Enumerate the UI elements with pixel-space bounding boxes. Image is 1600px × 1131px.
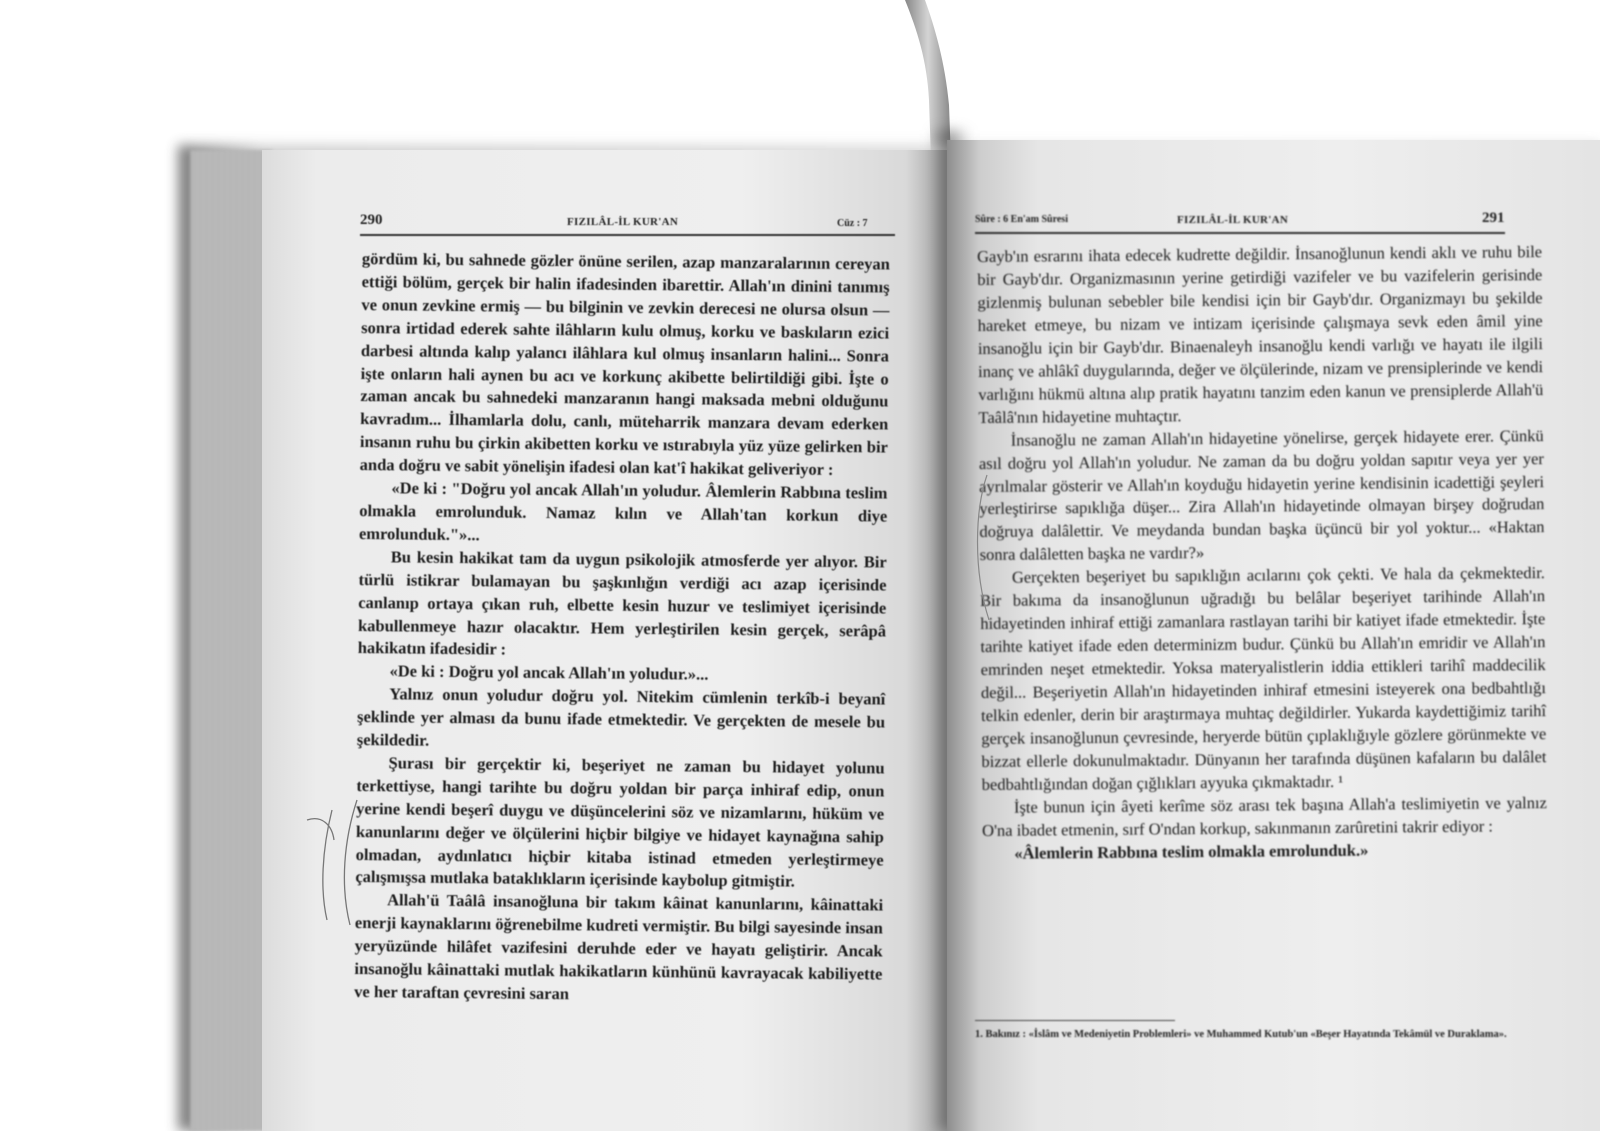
left-section-label: Cüz : 7	[837, 218, 868, 229]
left-page-paragraph: Şurası bir gerçektir ki, beşeriyet ne zaman bu hidayet yolunu terkettiyse, hangi tarihte bu doğru yoldan bir parça inhiraf edip, onun yerine kendi beşerî duygu ve düşüncelerini söz ve nizamlarını, hüküm ve kanunlarını değer ve ölçülerini hiçbir bilgiye ve hidayet kaynağına sahip olmadan, aydınlatıcı hiçbir kitaba istinad etmeden yerleştirmeye çalışmışsa mutlaka bataklıkların içerisinde kaybolup gitmiştir.	[355, 753, 885, 892]
right-page-paragraph: «Âlemlerin Rabbına teslim olmakla emrolunduk.»	[1014, 840, 1369, 863]
left-body-text	[354, 248, 890, 1009]
right-section-label: Sûre : 6 En'am Sûresi	[975, 214, 1068, 225]
pencil-margin-mark	[302, 790, 382, 930]
left-page-paragraph: «De ki : "Doğru yol ancak Allah'ın yoludur. Âlemlerin Rabbına teslim olmakla emrolunduk. Namaz kılın ve Allah'tan korkun diye emrolunduk."»...	[358, 478, 888, 545]
left-page-paragraph: Allah'ü Taâlâ insanoğluna bir takım kâinat kanunlarını, kâinattaki enerji kaynaklarını öğrenebilme kudreti vermiştir. Bu bilgi sayesinde insan yeryüzünde hilâfet vazifesini deruhde eder ve hayatı geliştirir. Ancak insanoğlu kâinattaki mutlak hakikatların künhünü kavrayacak kabiliyette ve her taraftan çevresini saran	[354, 890, 884, 1004]
footnote: 1. Bakınız : «İslâm ve Medeniyetin Problemleri» ve Muhammed Kutub'un «Beşer Hayatında Tekâmül ve Duraklama».	[975, 1029, 1507, 1040]
right-page-paragraph: Gayb'ın esrarını ihata edecek kudrette değildir. İnsanoğlunun kendi aklı ve ruhu bile bir Gayb'dır. Organizmasının yerine getirdiği vazifeler ve bu vazifelerin gerisinde gizlenmiş bulunan sebebler bile kendisi için bir Gayb'dır. Organizmayı bu şekilde hareket etmeye, bu nizam ve intizam içerisinde çalışmaya sevk eden âmil yine insanoğlu için bir Gayb'dır. Binaenaleyh insanoğlu kendi varlığı ve hayatı ile ilgili inanç ve ahlâkî duygularında, değer ve ölçülerinde, nizam ve prensiplerinde ve kendi varlığını hükmü altına alıp pratik hayatını tanzim eden kanun ve prensiplerde Allah'ü Taâlâ'nın hidayetine muhtaçtır.	[977, 242, 1544, 427]
left-page-number: 290	[360, 212, 383, 228]
left-header-rule	[360, 234, 895, 236]
right-page-paragraph: Gerçekten beşeriyet bu sapıklığın acılarını çok çekti. Ve hala da çekmektedir. Bir bakıma da insanoğlunun uğradığı bu belâlar beşeriyet tarihinde Allah'ın hidayetinden inhiraf ettiği zamanlara rastlayan tarihi bir katiyet ifade etmektedir. İşte tarihte katiyet ifade eden determinizm budur. Çünkü bu Allah'ın emridir ve Allah'ın emrinden neşet etmektedir. Yoksa materyalistlerin iddia ettikleri tarihî maddecilik değil... Beşeriyetin Allah'ın hidayetinden inhiraf etmesini isteyerek ona bedbahtlığı telkin edenler, derin bir araştırmaya muhtaç değildirler. Yukarda kaydettiğimiz tarihî gerçek insanoğlunun çevresinde, heryerde bütün çıplaklığıyle gözlere görünmekte ve bizzat ellerle dokunulmaktadır. Dünyanın her tarafında düşünen kafaların bu dalâlet bedbahtlığından doğan çığlıkları ayyuka çıkmaktadır. ¹	[980, 563, 1547, 794]
right-page-paragraph: İnsanoğlu ne zaman Allah'ın hidayetine yönelirse, gerçek hidayete erer. Çünkü asıl doğru yol Allah'ın yoludur. Ne zaman da bu doğru yoldan sapıtır veya yer yer ayrılmalar gösterir ve Allah'ın koyduğu hidayetin yerine kendisinin icadettiği şeyleri yerleştirirse sapıklığa düşer... Zira Allah'ın hidayetinde olmayan birşey doğrudan doğruya dalâlettir. Ve meydanda bundan başka üçüncü bir yol yoktur... «Haktan sonra dalâletten başka ne vardır?»	[978, 425, 1545, 565]
left-page-paragraph: «De ki : Doğru yol ancak Allah'ın yoludur.»...	[389, 661, 709, 684]
right-header-rule	[975, 232, 1505, 234]
right-page	[947, 140, 1600, 1131]
pencil-margin-bracket	[967, 470, 1007, 630]
right-page-paragraph: İşte bunun için âyeti kerîme söz arası tek başına Allah'a teslimiyetin ve yalnız O'na ibadet etmenin, sırf O'ndan korkup, sakınmanın zarûretini takrir ediyor :	[982, 792, 1547, 840]
left-page	[262, 150, 947, 1131]
right-body-text	[977, 241, 1547, 866]
right-running-title: FIZILÂL-İL KUR'AN	[1177, 214, 1289, 226]
footnote-rule	[975, 1020, 1175, 1021]
left-running-title: FIZILÂL-İL KUR'AN	[567, 216, 679, 228]
left-page-paragraph: Bu kesin hakikat tam da uygun psikolojik atmosferde yer alıyor. Bir türlü istikrar bulamayan bu şaşkınlığın verdiği acı azap içerisinde canlanıp ortaya çıkan ruh, elbette kesin huzur ve teslimiyet içerisinde kabullenmeye hazır olacaktır. Hem yerleştirilen kesin gerçek, serâpâ hakikatın ifadesidir :	[357, 547, 887, 659]
page-edges	[190, 150, 272, 1131]
right-page-number: 291	[1482, 210, 1505, 226]
left-page-paragraph: gördüm ki, bu sahnede gözler önüne serilen, azap manzaralarının cereyan ettiği bölüm, gerçek bir halin ifadesinden ibarettir. Allah'ın dinini tanımış ve onun zevkine ermiş — bu bilginin ve zevkin derecesi ne olursa olsun — sonra irtidad ederek sahte ilâhların kulu olmuş, korku ve baskıların ezici darbesi altında kalıp yalancı ilâhlara kul olmuş insanların halini... Sonra işte onların hali aynen bu acı ve korkunç akibette belirtildiği gibi. İşte o zaman ancak bu sahnedeki manzaranın hangi maksada mebni olduğunu kavradım... İlhamlarla dolu, canlı, müteharrik manzara devam ederken insanın ruhu bu çirkin akibetten korku ve ıstırabıyla yüz yüze gelirken bir anda doğru ve sabit yönelişin ifadesi olan kat'î hakikat geliveriyor :	[359, 248, 890, 480]
left-page-paragraph: Yalnız onun yoludur doğru yol. Nitekim cümlenin terkîb-i beyanî şeklinde yer alması da bunu ifade etmektedir. Ve gerçekten de mesele bu şekildedir.	[356, 684, 886, 750]
